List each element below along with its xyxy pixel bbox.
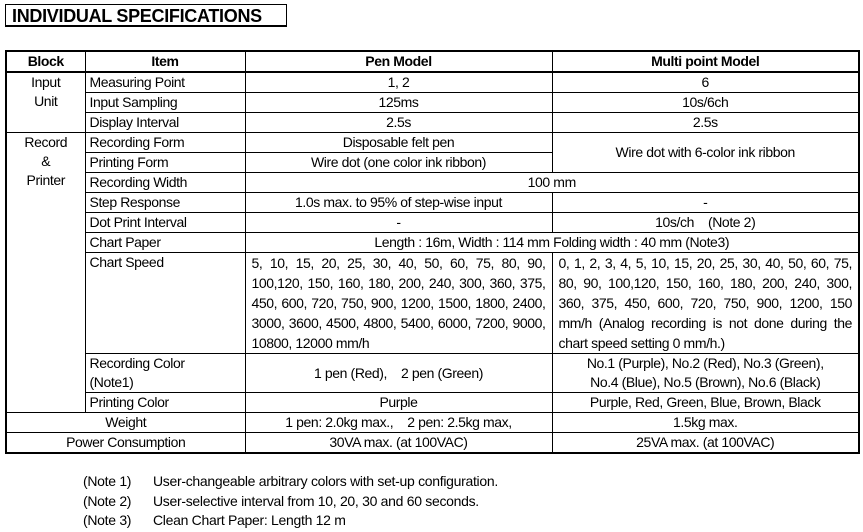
note-label: (Note 3) [83,512,132,528]
table-row [6,253,859,354]
header-block: Block [6,51,85,72]
multi-value: 1.5kg max. [552,413,859,433]
shared-value: Length : 16m, Width : 114 mm Folding width : 40 mm (Note3) [245,233,859,253]
multi-value: 25VA max. (at 100VAC) [552,433,859,454]
table-row [6,173,859,193]
note-label: (Note 1) [83,473,132,489]
item: Recording Form [85,133,245,153]
header-pen: Pen Model [245,51,552,72]
item: Weight [6,413,245,433]
pen-value: 5, 10, 15, 20, 25, 30, 40, 50, 60, 75, 80, 90, 100,120, 150, 160, 180, 200, 240, 300, 360, 375, 450, 600, 720, 750, 900, 1200, 1500, 1800, 2400, 3000, 3600, 4500, 4800, 5400, 6000, 7200, 9000, 10800, 12000 mm/h [245,253,552,354]
multi-value: 0, 1, 2, 3, 4, 5, 10, 15, 20, 25, 30, 40, 50, 60, 75, 80, 90, 100,120, 150, 160, 180, 200, 240, 300, 360, 375, 450, 600, 720, 750, 900, 1200, 150 mm/h (Analog recording is not done during the chart speed setting 0 mm/h.) [552,253,859,354]
spec-table [5,50,860,454]
item: Input Sampling [85,93,245,113]
item: Step Response [85,193,245,213]
item: Power Consumption [6,433,245,454]
note-label: (Note 2) [83,492,132,509]
pen-value: Purple [245,393,552,413]
table-row [6,93,859,113]
block-label: Input [31,74,61,90]
item: Display Interval [85,113,245,133]
multi-line: No.4 (Blue), No.5 (Brown), No.6 (Black) [590,374,821,390]
pen-value: - [245,213,552,233]
pen-value: 1 pen (Red), 2 pen (Green) [245,354,552,393]
pen-value: 1 pen: 2.0kg max., 2 pen: 2.5kg max, [245,413,552,433]
multi-value: - [552,193,859,213]
multi-line: No.1 (Purple), No.2 (Red), No.3 (Green), [586,355,824,371]
pen-value: 1.0s max. to 95% of step-wise input [245,193,552,213]
table-row [6,413,859,433]
item [85,354,245,393]
multi-value: 2.5s [552,113,859,133]
item-line: (Note1) [89,374,134,390]
block-label: Record [24,134,68,150]
block-label: & [41,153,51,169]
page-title: INDIVIDUAL SPECIFICATIONS [5,4,287,27]
pen-value: 1, 2 [245,72,552,93]
block-label: Printer [26,172,65,188]
pen-value: 30VA max. (at 100VAC) [245,433,552,454]
multi-value: 6 [552,72,859,93]
multi-value: 10s/6ch [552,93,859,113]
shared-value: 100 mm [245,173,859,193]
item: Measuring Point [85,72,245,93]
item-line: Recording Color [89,355,185,371]
multi-value [552,354,859,393]
pen-value: Wire dot (one color ink ribbon) [245,153,552,173]
table-row [6,113,859,133]
table-row [6,213,859,233]
table-row [6,72,859,93]
note-text: User-selective interval from 10, 20, 30 and 60 seconds. [153,492,479,509]
multi-value: 10s/ch (Note 2) [552,213,859,233]
table-row [6,133,859,153]
multi-value: Purple, Red, Green, Blue, Brown, Black [552,393,859,413]
pen-value: 2.5s [245,113,552,133]
item: Chart Speed [85,253,245,354]
header-row [6,51,859,72]
multi-value: Wire dot with 6-color ink ribbon [552,133,859,173]
note-3 [83,511,498,531]
item: Printing Color [85,393,245,413]
note-1 [83,472,498,492]
note-text: Clean Chart Paper: Length 12 m [153,512,346,528]
item: Dot Print Interval [85,213,245,233]
item: Chart Paper [85,233,245,253]
block-label: Unit [34,93,58,109]
note-2 [83,492,498,512]
table-row [6,393,859,413]
header-multi: Multi point Model [552,51,859,72]
table-row [6,233,859,253]
table-row [6,354,859,393]
notes [83,472,498,531]
pen-value: 125ms [245,93,552,113]
pen-value: Disposable felt pen [245,133,552,153]
item: Recording Width [85,173,245,193]
table-row [6,193,859,213]
item: Printing Form [85,153,245,173]
note-text: User-changeable arbitrary colors with set-up configuration. [153,473,498,489]
block-record [6,133,85,413]
block-input [6,72,85,133]
header-item: Item [85,51,245,72]
table-row [6,433,859,454]
